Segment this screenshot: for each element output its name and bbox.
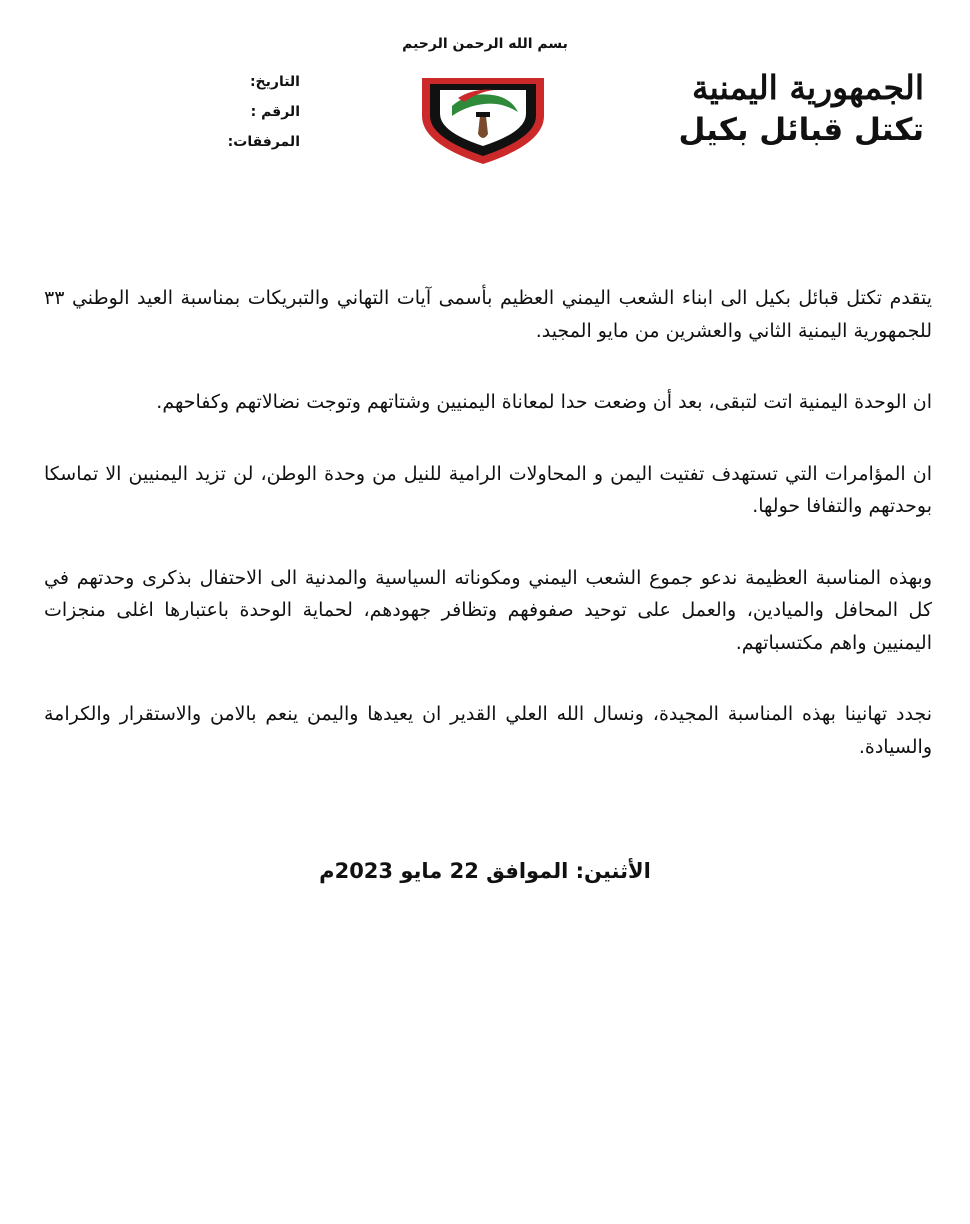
body-paragraph: ان الوحدة اليمنية اتت لتبقى، بعد أن وضعت حدا لمعاناة اليمنيين وشتاتهم وتوجت نضالاتهم وكفاحهم. [156,391,932,413]
organization-name: تكتل قبائل بكيل [678,112,924,148]
letter-body [44,282,932,802]
letterhead [0,0,970,170]
shield-emblem-graphic [418,72,548,166]
dagger-hilt [476,112,490,117]
date-label: التاريخ: [249,74,300,90]
number-label: الرقم : [250,104,300,120]
body-paragraph: يتقدم تكتل قبائل بكيل الى ابناء الشعب اليمني العظيم بأسمى آيات التهاني والتبريكات بمناسبة العيد الوطني ٣٣ للجمهورية اليمنية الثاني والعشرين من مايو المجيد. [44,287,932,342]
body-paragraph: ان المؤامرات التي تستهدف تفتيت اليمن و المحاولات الرامية للنيل من وحدة الوطن، لن تزيد اليمنيين الا تماسكا بوحدتهم والتفافا حولها. [44,462,932,517]
attachments-label: المرفقات: [227,134,300,150]
shield-emblem-icon [418,72,548,166]
document-meta [190,72,300,162]
country-name: الجمهورية اليمنية [691,68,924,107]
closing-date: الأثنين: الموافق 22 مايو 2023م [319,859,651,883]
body-paragraph: نجدد تهانينا بهذه المناسبة المجيدة، ونسال الله العلي القدير ان يعيدها واليمن ينعم بالامن والاستقرار والكرامة والسيادة. [44,703,932,758]
body-paragraph: وبهذه المناسبة العظيمة ندعو جموع الشعب اليمني ومكوناته السياسية والمدنية الى الاحتفال بذكرى وحدتهم في كل المحافل والميادين، والعمل على توحيد صفوفهم وتظافر جهودهم، لحماية الوحدة باعتبارها اغلى منجزات اليمنيين واهم مكتسباتهم. [44,566,932,654]
basmala-heading: بسم الله الرحمن الرحيم [402,36,568,52]
organization-logotype [634,66,924,150]
